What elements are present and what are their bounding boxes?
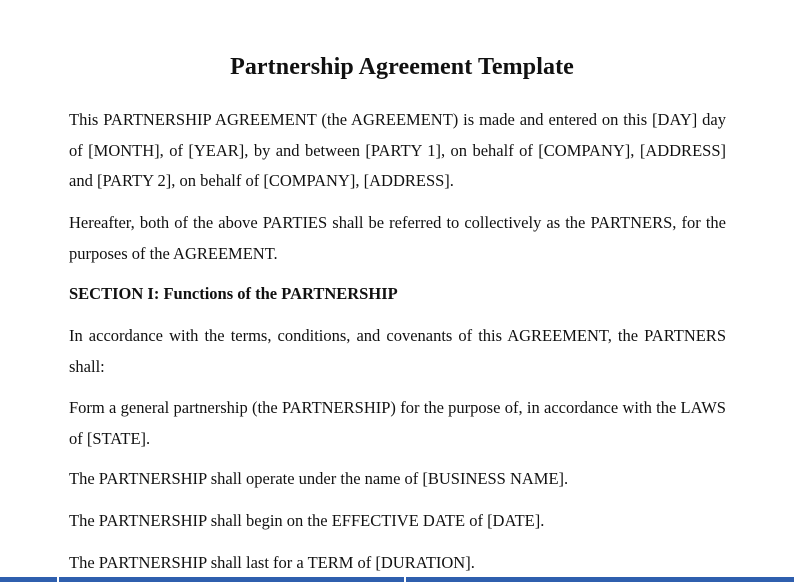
document-title: Partnership Agreement Template: [230, 54, 574, 80]
parties-paragraph: Hereafter, both of the above PARTIES shall be referred to collectively as the PARTNERS, for the purposes of the AGREEMENT.: [69, 213, 726, 263]
term-paragraph: The PARTNERSHIP shall last for a TERM of [DURATION].: [69, 553, 475, 572]
bottom-border-divider: [404, 577, 406, 582]
section-heading: SECTION I: Functions of the PARTNERSHIP: [69, 284, 398, 303]
form-partnership-paragraph: Form a general partnership (the PARTNERSHIP) for the purpose of, in accordance with the LAWS of [STATE].: [69, 398, 726, 448]
business-name-paragraph: The PARTNERSHIP shall operate under the name of [BUSINESS NAME].: [69, 469, 569, 488]
accordance-paragraph: In accordance with the terms, conditions, and covenants of this AGREEMENT, the PARTNERS shall:: [69, 326, 726, 376]
bottom-border-divider: [57, 577, 59, 582]
effective-date-paragraph: The PARTNERSHIP shall begin on the EFFECTIVE DATE of [DATE].: [69, 511, 545, 530]
intro-paragraph: This PARTNERSHIP AGREEMENT (the AGREEMENT) is made and entered on this [DAY] day of [MONTH], of [YEAR], by and between [PARTY 1], on behalf of [COMPANY], [ADDRESS] and [PARTY 2], on behalf of [COMPANY], [ADDRESS].: [69, 110, 726, 190]
bottom-border: [0, 577, 794, 582]
